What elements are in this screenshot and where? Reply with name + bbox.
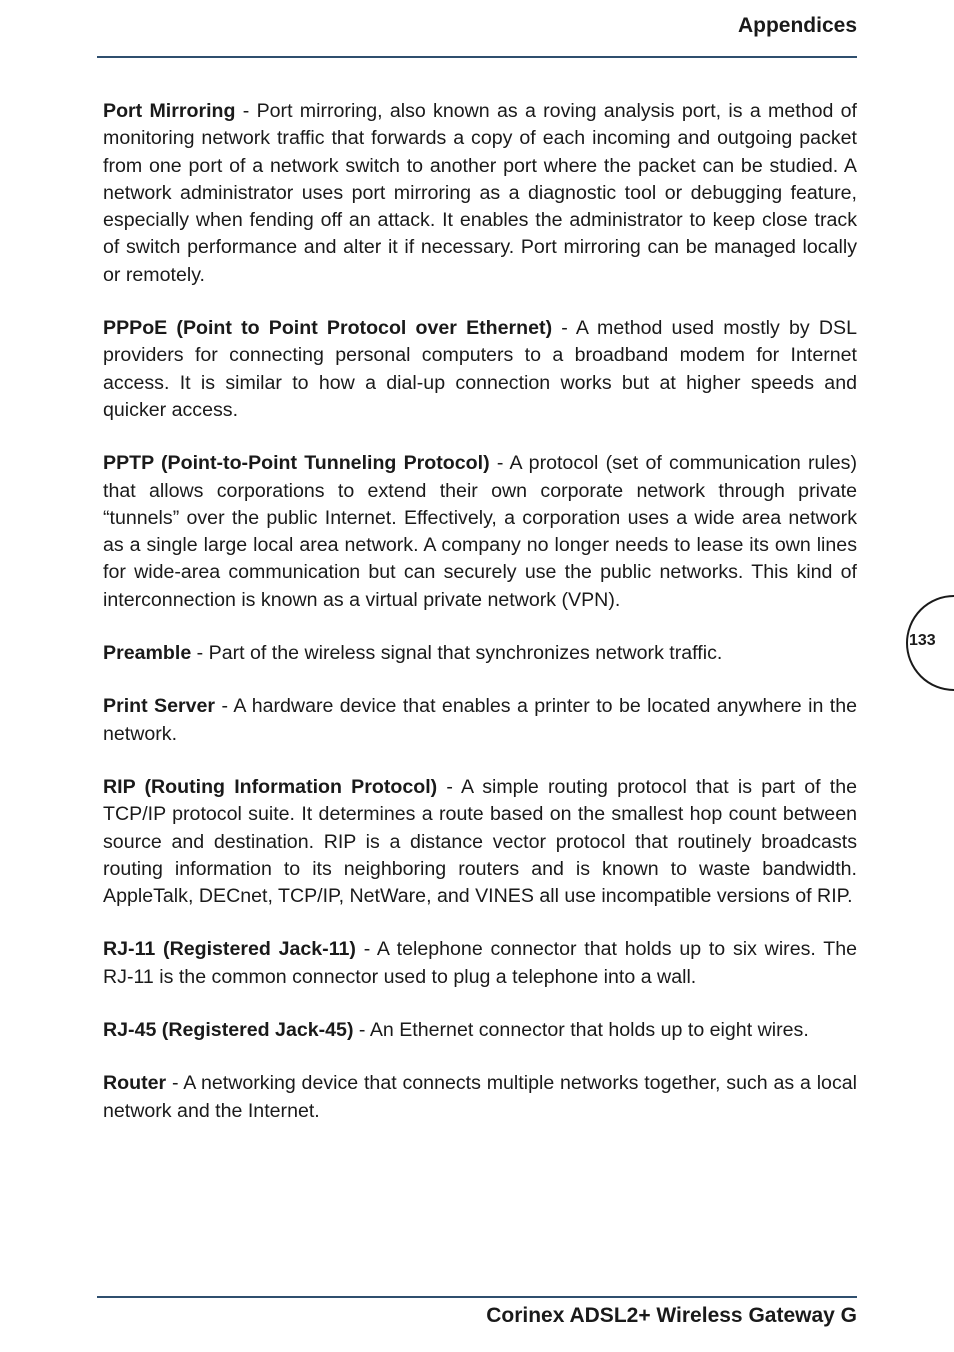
glossary-definition: - A hardware device that enables a printer to be located anywhere in the network. (103, 695, 858, 745)
glossary-entry-preamble (103, 640, 857, 667)
glossary-term: RJ-11 (Registered Jack-11) (103, 938, 356, 961)
glossary-entry-router (103, 1070, 857, 1125)
page-header (97, 0, 857, 58)
glossary-entry-port-mirroring (103, 98, 857, 289)
page-footer (97, 1296, 857, 1327)
glossary-term: RJ-45 (Registered Jack-45) (103, 1019, 354, 1042)
glossary-entry-rj-11 (103, 936, 857, 991)
footer-title: Corinex ADSL2+ Wireless Gateway G (486, 1304, 857, 1327)
glossary-term: Print Server (103, 695, 216, 718)
glossary-term: PPPoE (Point to Point Protocol over Ethernet) (103, 317, 553, 340)
header-title: Appendices (737, 14, 857, 37)
glossary-content (103, 98, 857, 1151)
glossary-term: Port Mirroring (103, 100, 236, 122)
glossary-definition: - A telephone connector that holds up to six wires. The RJ-11 is the common connector used to plug a telephone into a wall. (103, 938, 857, 988)
glossary-term: PPTP (Point-to-Point Tunneling Protocol) (103, 452, 490, 475)
glossary-definition: - Port mirroring, also known as a roving analysis port, is a method of monitoring network traffic that forwards a copy of each incoming and outgoing packet from one port of a network switch to another port where the packet can be studied. A network administrator uses port mirroring as a diagnostic tool or debugging feature, especially when fending off an attack. It enables the administrator to keep close track of switch performance and alter it if necessary. Port mirroring can be managed locally or remotely. (103, 100, 857, 286)
glossary-entry-pptp (103, 450, 857, 614)
glossary-entry-pppoe (103, 315, 857, 424)
glossary-entry-rip (103, 774, 857, 910)
glossary-definition: - An Ethernet connector that holds up to eight wires. (353, 1019, 809, 1042)
glossary-term: RIP (Routing Information Protocol) (103, 775, 438, 798)
glossary-definition: - Part of the wireless signal that synchronizes network traffic. (191, 642, 723, 665)
glossary-term: Preamble (103, 642, 192, 665)
glossary-definition: - A simple routing protocol that is part of the TCP/IP protocol suite. It determines a route based on the smallest hop count between source and destination. RIP is a distance vector protocol that routinely broadcasts routing information to its neighboring routers and is known to waste bandwidth. AppleTalk, DECnet, TCP/IP, NetWare, and VINES all use incompatible versions of RIP. (103, 775, 857, 908)
page-number: 133 (909, 632, 936, 649)
glossary-term: Router (103, 1072, 167, 1095)
glossary-definition: - A method used mostly by DSL providers for connecting personal computers to a broadband modem for Internet access. It is similar to how a dial-up connection works but at higher speeds and quicker access. (103, 317, 857, 421)
glossary-entry-print-server (103, 693, 857, 748)
glossary-definition: - A networking device that connects multiple networks together, such as a local network and the Internet. (103, 1072, 857, 1122)
glossary-definition: - A protocol (set of communication rules) that allows corporations to extend their own corporate network through private “tunnels” over the public Internet. Effectively, a corporation uses a wide area network as a single large local area network. A company no longer needs to lease its own lines for wide-area communication but can securely use the public networks. This kind of interconnection is known as a virtual private network (VPN). (103, 452, 857, 611)
glossary-entry-rj-45 (103, 1017, 857, 1044)
